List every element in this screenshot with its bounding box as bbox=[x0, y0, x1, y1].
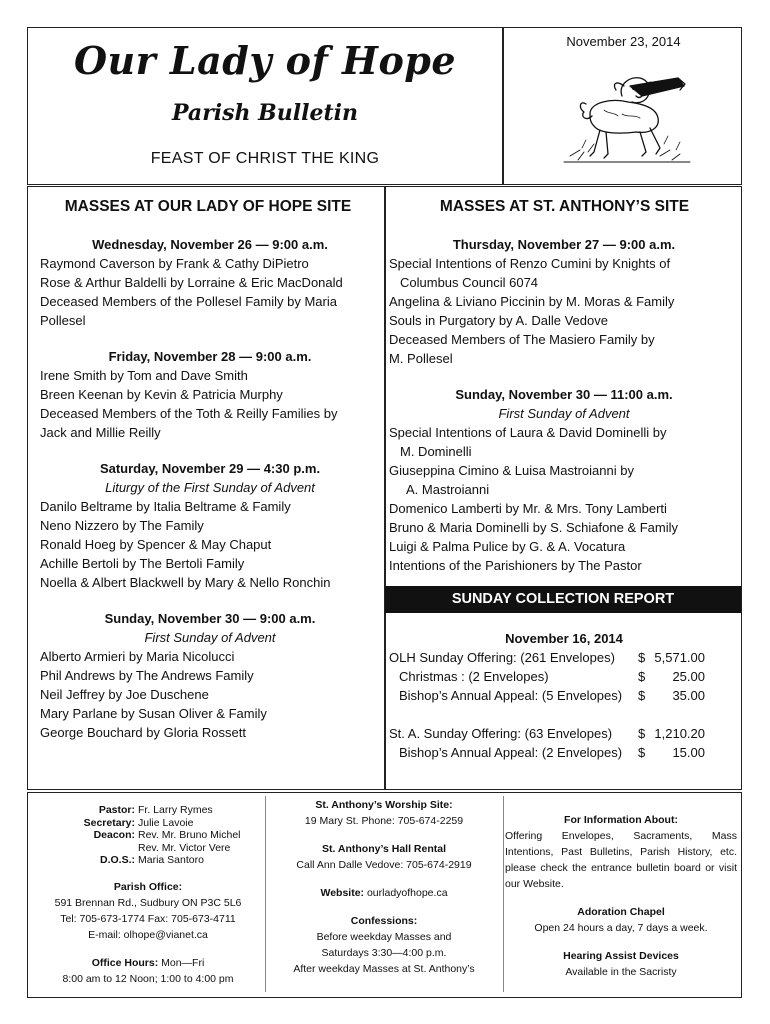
footer-staff-column bbox=[33, 804, 263, 987]
bulletin-date: November 23, 2014 bbox=[566, 34, 681, 49]
confessions-line: Before weekday Masses and bbox=[316, 931, 452, 943]
collection-label: Bishop’s Annual Appeal: (2 Envelopes) bbox=[399, 745, 623, 760]
website bbox=[268, 885, 500, 901]
office-phone: Tel: 705-673-1774 Fax: 705-673-4711 bbox=[60, 912, 236, 925]
confessions-line: Saturdays 3:30—4:00 p.m. bbox=[321, 947, 447, 959]
office-email bbox=[33, 927, 263, 943]
mass-intention: Deceased Members of The Masiero Family by bbox=[389, 332, 655, 347]
mass-intention: Mary Parlane by Susan Oliver & Family bbox=[40, 706, 267, 721]
mass-intention: Angelina & Liviano Piccinin by M. Moras & Family bbox=[389, 294, 675, 309]
mass-intention: Rose & Arthur Baldelli by Lorraine & Eric MacDonald bbox=[40, 275, 343, 290]
mass-intention: Ronald Hoeg by Spencer & May Chaput bbox=[40, 537, 272, 552]
collection-label: St. A. Sunday Offering: (63 Envelopes) bbox=[389, 726, 613, 741]
collection-heading: SUNDAY COLLECTION REPORT bbox=[385, 586, 741, 613]
olh-saturday-group bbox=[40, 459, 380, 592]
collection-currency: $ bbox=[638, 745, 646, 760]
collection-currency: $ bbox=[638, 688, 646, 703]
hours-days: Mon—Fri bbox=[161, 956, 205, 969]
mass-subtitle: First Sunday of Advent bbox=[144, 630, 276, 645]
website-label: Website: bbox=[320, 887, 365, 899]
staff-row bbox=[33, 842, 263, 855]
hearing-text: Available in the Sacristy bbox=[565, 966, 677, 978]
mass-title: Thursday, November 27 — 9:00 a.m. bbox=[452, 237, 676, 252]
collection-row bbox=[389, 686, 739, 705]
header-divider bbox=[502, 27, 504, 185]
collection-row bbox=[389, 648, 739, 667]
hearing-heading: Hearing Assist Devices bbox=[563, 950, 679, 962]
staff-row bbox=[33, 854, 263, 867]
footer-divider bbox=[503, 796, 504, 992]
confessions-heading: Confessions: bbox=[350, 915, 418, 927]
mass-intention: Neno Nizzero by The Family bbox=[40, 518, 204, 533]
email-link[interactable]: E-mail: olhope@vianet.ca bbox=[88, 928, 208, 941]
office-hours-times: 8:00 am to 12 Noon; 1:00 to 4:00 pm bbox=[62, 972, 234, 985]
bulletin-title: Our Lady of Hope bbox=[73, 38, 457, 83]
mass-intention: Domenico Lamberti by Mr. & Mrs. Tony Lamberti bbox=[389, 501, 667, 516]
lamb-illustration bbox=[560, 56, 695, 168]
collection-currency: $ bbox=[638, 726, 646, 741]
mass-title: Wednesday, November 26 — 9:00 a.m. bbox=[92, 237, 328, 252]
staff-name: Maria Santoro bbox=[138, 854, 204, 866]
mass-subtitle: Liturgy of the First Sunday of Advent bbox=[105, 480, 315, 495]
staff-name: Rev. Mr. Bruno Michel bbox=[138, 829, 241, 841]
mass-intention: Alberto Armieri by Maria Nicolucci bbox=[40, 649, 235, 664]
mass-intention: Deceased Members of the Toth & Reilly Families by bbox=[40, 406, 338, 421]
mass-title: Saturday, November 29 — 4:30 p.m. bbox=[99, 461, 321, 476]
hours-label: Office Hours: bbox=[91, 956, 159, 969]
footer-divider bbox=[265, 796, 266, 992]
olh-wednesday-group bbox=[40, 235, 380, 330]
mass-title: Friday, November 28 — 9:00 a.m. bbox=[108, 349, 312, 364]
info-text: Offering Envelopes, Sacraments, Mass Intentions, Past Bulletins, Parish History, etc. please check the entrance bulletin board or visit our Website. bbox=[505, 830, 737, 890]
collection-row bbox=[389, 743, 739, 762]
collection-currency: $ bbox=[638, 669, 646, 684]
olh-friday-group bbox=[40, 347, 380, 442]
staff-row bbox=[33, 804, 263, 817]
website-link[interactable]: ourladyofhope.ca bbox=[366, 887, 448, 899]
collection-date: November 16, 2014 bbox=[505, 631, 623, 646]
info-heading: For Information About: bbox=[564, 814, 678, 826]
hall-heading: St. Anthony’s Hall Rental bbox=[321, 843, 447, 855]
mass-intention: Phil Andrews by The Andrews Family bbox=[40, 668, 254, 683]
mass-intention: Bruno & Maria Dominelli by S. Schiafone & Family bbox=[389, 520, 679, 535]
staff-role: Secretary: bbox=[83, 816, 135, 829]
mass-intention: Giuseppina Cimino & Luisa Mastroianni by bbox=[389, 463, 634, 478]
sta-thursday-group bbox=[389, 235, 739, 368]
staff-row bbox=[33, 817, 263, 830]
adoration-heading: Adoration Chapel bbox=[577, 906, 665, 918]
olh-masses-heading: MASSES AT OUR LADY OF HOPE SITE bbox=[64, 198, 352, 215]
mass-intention: Deceased Members of the Pollesel Family by Maria bbox=[40, 294, 337, 309]
mass-intention: George Bouchard by Gloria Rossett bbox=[40, 725, 246, 740]
mass-intention: Noella & Albert Blackwell by Mary & Nello Ronchin bbox=[40, 575, 331, 590]
staff-name: Rev. Mr. Victor Vere bbox=[138, 841, 231, 854]
mass-title: Sunday, November 30 — 9:00 a.m. bbox=[104, 611, 316, 626]
collection-value: 5,571.00 bbox=[654, 650, 705, 665]
collection-label: Christmas : (2 Envelopes) bbox=[399, 669, 549, 684]
footer-info-column bbox=[505, 812, 737, 980]
office-heading: Parish Office: bbox=[113, 880, 183, 893]
mass-intention: Special Intentions of Renzo Cumini by Knights of bbox=[389, 256, 671, 271]
collection-currency: $ bbox=[638, 650, 646, 665]
mass-intention: Breen Keenan by Kevin & Patricia Murphy bbox=[40, 387, 283, 402]
confessions-line: After weekday Masses at St. Anthony’s bbox=[293, 963, 475, 975]
collection-report bbox=[389, 629, 739, 762]
sta-masses-column bbox=[389, 235, 739, 592]
collection-row bbox=[389, 667, 739, 686]
olh-masses-column bbox=[40, 235, 380, 759]
staff-role: Pastor: bbox=[98, 804, 135, 816]
mass-subtitle: First Sunday of Advent bbox=[498, 406, 630, 421]
mass-intention: Souls in Purgatory by A. Dalle Vedove bbox=[389, 313, 608, 328]
footer-sites-column bbox=[268, 797, 500, 977]
sta-masses-heading: MASSES AT ST. ANTHONY’S SITE bbox=[439, 198, 690, 215]
office-address: 591 Brennan Rd., Sudbury ON P3C 5L6 bbox=[54, 896, 242, 909]
collection-row bbox=[389, 724, 739, 743]
staff-row bbox=[33, 829, 263, 842]
mass-intention: Intentions of the Parishioners by The Pastor bbox=[389, 558, 642, 573]
collection-value: 1,210.20 bbox=[654, 726, 705, 741]
collection-label: Bishop’s Annual Appeal: (5 Envelopes) bbox=[399, 688, 623, 703]
collection-value: 15.00 bbox=[672, 745, 705, 760]
mass-intention: Special Intentions of Laura & David Dominelli by bbox=[389, 425, 667, 440]
staff-name: Julie Lavoie bbox=[138, 816, 194, 829]
collection-value: 35.00 bbox=[672, 688, 705, 703]
sta-sunday-group bbox=[389, 385, 739, 575]
mass-intention: Columbus Council 6074 bbox=[400, 275, 539, 290]
column-divider bbox=[384, 187, 386, 789]
mass-intention: Neil Jeffrey by Joe Duschene bbox=[40, 687, 209, 702]
collection-label: OLH Sunday Offering: (261 Envelopes) bbox=[389, 650, 615, 665]
staff-role bbox=[33, 842, 138, 855]
mass-intention: Achille Bertoli by The Bertoli Family bbox=[40, 556, 245, 571]
staff-role: D.O.S.: bbox=[99, 854, 135, 866]
worship-details: 19 Mary St. Phone: 705-674-2259 bbox=[304, 815, 464, 827]
mass-intention: M. Pollesel bbox=[389, 351, 453, 366]
mass-intention: Irene Smith by Tom and Dave Smith bbox=[40, 368, 248, 383]
staff-role: Deacon: bbox=[93, 829, 135, 841]
staff-name: Fr. Larry Rymes bbox=[138, 804, 213, 816]
mass-intention: Danilo Beltrame by Italia Beltrame & Family bbox=[40, 499, 291, 514]
adoration-text: Open 24 hours a day, 7 days a week. bbox=[534, 922, 708, 934]
feast-title: FEAST OF CHRIST THE KING bbox=[150, 150, 380, 167]
bulletin-subtitle: Parish Bulletin bbox=[171, 100, 358, 126]
mass-intention: Jack and Millie Reilly bbox=[40, 425, 161, 440]
hall-details: Call Ann Dalle Vedove: 705-674-2919 bbox=[296, 859, 472, 871]
mass-intention: Pollesel bbox=[40, 313, 86, 328]
staff-list bbox=[33, 804, 263, 867]
collection-value: 25.00 bbox=[672, 669, 705, 684]
mass-title: Sunday, November 30 — 11:00 a.m. bbox=[455, 387, 673, 402]
olh-sunday-group bbox=[40, 609, 380, 742]
mass-intention: M. Dominelli bbox=[400, 444, 472, 459]
mass-intention: Raymond Caverson by Frank & Cathy DiPietro bbox=[40, 256, 309, 271]
office-hours bbox=[33, 955, 263, 971]
worship-heading: St. Anthony’s Worship Site: bbox=[315, 799, 453, 811]
mass-intention: Luigi & Palma Pulice by G. & A. Vocatura bbox=[389, 539, 626, 554]
mass-intention: A. Mastroianni bbox=[406, 482, 490, 497]
